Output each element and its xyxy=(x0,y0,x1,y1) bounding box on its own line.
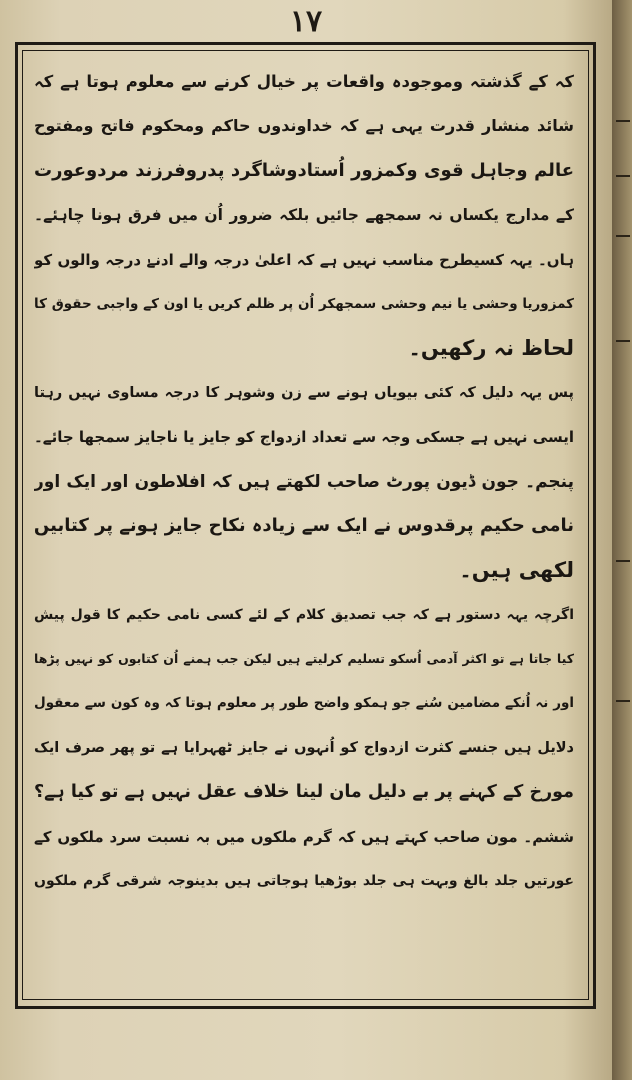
adjacent-text-fragment xyxy=(616,700,630,703)
text-line-16: دلایل ہیں جنسے کثرت ازدواج کو اُنہوں نے جایز ٹھہرایا ہے تو پھر صرف ایک xyxy=(34,739,574,756)
adjacent-page-edge xyxy=(612,0,632,1080)
text-line-13: اگرچہ یہہ دستور ہے کہ جب تصدیق کلام کے لئے کسی نامی حکیم کا قول پیش xyxy=(34,606,574,623)
text-line-3: عالم وجاہل قوی وکمزور اُستادوشاگرد پدروفرزند مردوعورت xyxy=(34,159,574,181)
text-line-17: مورخ کے کہنے پر بے دلیل مان لینا خلاف عقل نہیں ہے تو کیا ہے؟ xyxy=(34,782,574,803)
text-line-15: اور نہ اُنکے مضامین سُنے جو ہمکو واضح طور پر معلوم ہوتا کہ وہ کون سے معقول xyxy=(34,695,574,712)
text-line-2: شائد منشار قدرت یہی ہے کہ خداوندوں حاکم ومحکوم فاتح ومفتوح xyxy=(34,116,574,136)
text-line-9: ایسی نہیں ہے جسکی وجہ سے تعداد ازدواج کو جایز یا ناجایز سمجھا جائے۔ xyxy=(34,428,574,447)
page-number: ۱۷ xyxy=(289,4,323,39)
text-line-5: ہاں۔ یہہ کسیطرح مناسب نہیں ہے کہ اعلیٰ درجہ والے ادنےٰ درجہ والوں کو xyxy=(34,250,574,269)
text-line-11: نامی حکیم پرقدوس نے ایک سے زیادہ نکاح جایز ہونے پر کتابیں xyxy=(34,514,574,536)
adjacent-text-fragment xyxy=(616,235,630,238)
text-line-8: پس یہہ دلیل کہ کئی بیویاں ہونے سے زن وشوہر کا درجہ مساوی نہیں رہتا xyxy=(34,384,574,401)
adjacent-text-fragment xyxy=(616,340,630,343)
text-line-7: لحاظ نہ رکھیں۔ xyxy=(408,336,574,361)
adjacent-text-fragment xyxy=(616,560,630,563)
text-line-18: ششم۔ مون صاحب کہتے ہیں کہ گرم ملکوں میں بہ نسبت سرد ملکوں کے xyxy=(34,827,574,846)
text-line-19: عورتیں جلد بالغ وبہت ہی جلد بوڑھیا ہوجاتی ہیں بدینوجہ شرقی گرم ملکوں xyxy=(34,873,574,890)
page-body-text xyxy=(34,60,574,903)
text-line-14: کیا جاتا ہے تو اکثر آدمی اُسکو تسلیم کرلیتے ہیں لیکن جب ہمنے اُن کتابوں کو نہیں پڑھا xyxy=(34,651,574,667)
text-line-12: لکھی ہیں۔ xyxy=(459,558,574,583)
text-line-10: پنجم۔ جون ڈیون پورٹ صاحب لکھتے ہیں کہ افلاطون اور ایک اور xyxy=(34,471,574,492)
adjacent-text-fragment xyxy=(616,175,630,178)
text-line-4: کے مدارج یکساں نہ سمجھے جائیں بلکہ ضرور اُن میں فرق ہونا چاہئے۔ xyxy=(34,206,574,225)
adjacent-text-fragment xyxy=(616,120,630,123)
text-line-6: کمزوریا وحشی یا نیم وحشی سمجھکر اُن پر ظلم کریں یا اون کے واجبی حقوق کا xyxy=(34,295,574,312)
text-line-1: کہ کے گذشتہ وموجودہ واقعات پر خیال کرنے سے معلوم ہوتا ہے کہ xyxy=(34,72,574,91)
